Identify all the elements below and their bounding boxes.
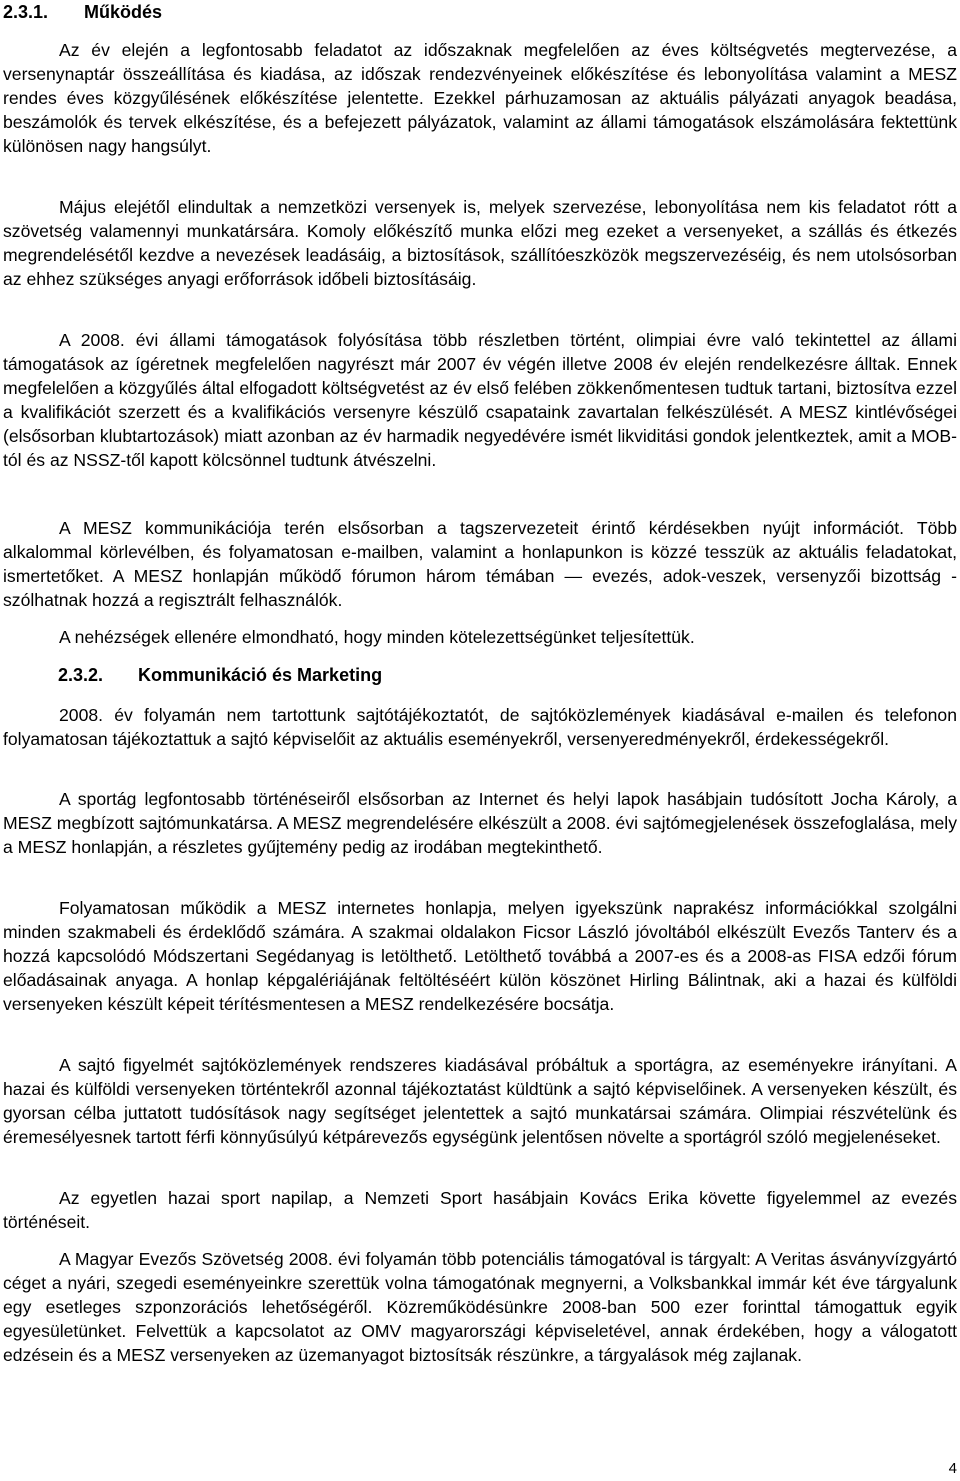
paragraph-intro: Az év elején a legfontosabb feladatot az időszaknak megfelelően az éves költségvetés megtervezése, a versenynaptár összeállítása és kiadása, az időszak rendezvényeinek előkészítése és lebonyolítása valamint a MESZ rendes éves közgyűlésének előkészítése jelentette. Ezekkel párhuzamosan az aktuális pályázati anyagok beadása, beszámolók és tervek elkészítése, és a befejezett pályázatok, valamint az állami támogatások elszámolására fektettünk különösen nagy hangsúlyt. [3,40,957,157]
section-title: Kommunikáció és Marketing [138,665,383,685]
paragraph-nemzeti-sport: Az egyetlen hazai sport napilap, a Nemzeti Sport hasábjain Kovács Erika követte figyelemmel az evezés történéseit. [3,1188,957,1233]
section-heading-2-3-1 [3,0,162,24]
section-number: 2.3.2. [58,665,104,685]
paragraph-international-races: Május elejétől elindultak a nemzetközi versenyek is, melyek szervezése, lebonyolítása nem kis feladatot rótt a szövetség valamennyi munkatársára. Komoly előkészítő munka előzi meg ezeket a versenyeket, a szállás és étkezés megrendelésétől kezdve a nevezések leadásáig, a biztosítások, szállítóeszközök megszervezéséig, és nem utolsósorban az ehhez szükséges anyagi erőforrások időbeli biztosításáig. [3,197,957,290]
page-number: 4 [948,1460,957,1477]
paragraph-state-funding: A 2008. évi állami támogatások folyósítása több részletben történt, olimpiai évre való tekintettel az állami támogatások az ígéretnek megfelelően nagyrészt már 2007 év végén illetve 2008 év elején rendelkezésre álltak. Ennek megfelelően a közgyűlés által elfogadott költségvetést az év első felében zökkenőmentesen tudtuk tartani, biztosítva ezzel a kvalifikációt szerzett és a kvalifikációs versenyre készülő csapataink zavartalan felkészülését. A MESZ kintlévőségei (elsősorban klubtartozások) miatt azonban az év harmadik negyedévére ismét likviditási gondok jelentkeztek, amit a MOB-tól és az NSSZ-től kapott kölcsönnel tudtunk átvészelni. [3,330,957,471]
paragraph-obligations: A nehézségek ellenére elmondható, hogy minden kötelezettségünket teljesítettük. [59,627,695,647]
paragraph-press-coverage: A sportág legfontosabb történéseiről elsősorban az Internet és helyi lapok hasábjain tudósított Jocha Károly, a MESZ megbízott sajtómunkatársa. A MESZ megrendelésére elkészült a 2008. évi sajtómegjelenések összefoglalása, mely a MESZ honlapján, a részletes gyűjtemény pedig az irodában megtekinthető. [3,789,957,858]
paragraph-communication: A MESZ kommunikációja terén elsősorban a tagszervezeteit érintő kérdésekben nyújt információt. Több alkalommal körlevélben, és folyamatosan e-mailben, valamint a honlapunkon is közzé tesszük az aktuális feladatokat, ismertetőket. A MESZ honlapján működő fórumon három témában — evezés, adok-veszek, versenyzői bizottság - szólhatnak hozzá a regisztrált felhasználók. [3,518,957,611]
paragraph-website: Folyamatosan működik a MESZ internetes honlapja, melyen igyekszünk naprakész információkkal szolgálni minden szakmabeli és érdeklődő számára. A szakmai oldalakon Ficsor László jóvoltából elkészült Evezős Tanterv és a hozzá kapcsolódó Módszertani Segédanyag is letölthető. Letölthető továbbá a 2007-es és a 2008-as FISA edzői fórum előadásainak anyaga. A honlap képgalériájának feltöltéséért külön köszönet Hirling Bálintnak, aki a hazai és külföldi versenyeken készült képeit térítésmentesen a MESZ rendelkezésére bocsátja. [3,898,957,1015]
section-number: 2.3.1. [3,2,49,22]
section-heading-2-3-2 [58,663,382,687]
section-title: Működés [84,2,163,22]
paragraph-press-releases: 2008. év folyamán nem tartottunk sajtótájékoztatót, de sajtóközlemények kiadásával e-mailen és telefonon folyamatosan tájékoztattuk a sajtó képviselőit az aktuális eseményekről, versenyeredményekről, érdekességekről. [3,705,957,750]
paragraph-sponsors: A Magyar Evezős Szövetség 2008. évi folyamán több potenciális támogatóval is tárgyalt: A Veritas ásványvízgyártó céget a nyári, szegedi eseményeinkre szerettük volna támogatónak megnyerni, a Volksbankkal immár két éve tárgyalunk egy esetleges szponzorációs lehetőségéről. Közreműködésünkre 2008-ban 500 ezer forinttal támogattuk egyik egyesületünket. Felvettük a kapcsolatot az OMV magyarországi képviseletével, annak érdekében, hogy a válogatott edzésein és a MESZ versenyeken az üzemanyagot biztosítsák részünkre, a tárgyalások még zajlanak. [3,1249,957,1366]
paragraph-press-attention: A sajtó figyelmét sajtóközlemények rendszeres kiadásával próbáltuk a sportágra, az eseményekre irányítani. A hazai és külföldi versenyeken történtekről azonnal tájékoztatást küldtünk a sajtó képviselőinek. A versenyeken készült, és gyorsan célba juttatott tudósítások nagy segítséget jelentettek a sajtó munkatársai számára. Olimpiai részvételünk és éremesélyesnek tartott férfi könnyűsúlyú kétpárevezős egységünk jelentősen növelte a sportágról szóló megjelenéseket. [3,1055,957,1148]
